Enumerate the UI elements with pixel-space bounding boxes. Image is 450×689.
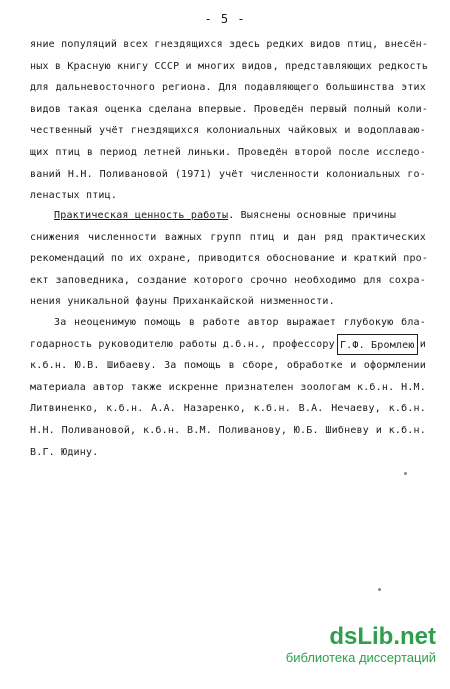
- text-line: материала автор также искренне признателен зоологам к.б.н. Н.М.: [30, 381, 426, 393]
- paragraph-results: [30, 34, 429, 207]
- text-line: [30, 334, 426, 356]
- page-number: - 5 -: [204, 12, 246, 26]
- paragraph-acknowledgements: [30, 312, 426, 463]
- text-line: ных в Красную книгу СССР и многих видов, представляющих редкость: [30, 60, 429, 72]
- text-line: видов такая оценка сделана впервые. Проведён первый полный коли-: [30, 103, 429, 115]
- text-line: За неоценимую помощь в работе автор выражает глубокую бла-: [54, 317, 426, 328]
- scan-speck: [404, 472, 407, 475]
- text-line: ект заповедника, создание которого срочно необходимо для сохра-: [30, 274, 426, 286]
- text-line: Н.Н. Поливановой, к.б.н. В.М. Поливанову, Ю.Б. Шибневу и к.б.н.: [30, 424, 426, 436]
- text-line: ленастых птиц.: [30, 190, 118, 202]
- text-line: В.Г. Юдину.: [30, 446, 99, 458]
- watermark-logo-main: dsLib: [329, 623, 394, 650]
- text-line: ваний Н.Н. Поливановой (1971) учёт численности колониальных го-: [30, 168, 426, 180]
- text-fragment: и: [419, 338, 426, 350]
- text-line: чественный учёт гнездящихся колониальных чайковых и водоплаваю-: [30, 125, 426, 137]
- text-line: рекомендаций по их охране, приводится обоснование и краткий про-: [30, 253, 429, 265]
- section-heading: Практическая ценность работы: [54, 210, 229, 221]
- watermark-subtitle: библиотека диссертаций: [285, 650, 436, 665]
- text-line: щих птиц в период летней линьки. Проведён второй после исследо-: [30, 146, 426, 158]
- scan-speck: [378, 588, 381, 591]
- watermark: [286, 624, 436, 665]
- watermark-logo: [286, 624, 436, 650]
- text-fragment: годарность руководителю работы д.б.н., профессору: [30, 338, 335, 350]
- watermark-logo-tld: .net: [393, 623, 436, 650]
- text-line: нения уникальной фауны Приханкайской низменности.: [30, 296, 335, 308]
- text-line: яние популяций всех гнездящихся здесь редких видов птиц, внесён-: [30, 39, 429, 50]
- text-line: Литвиненко, к.б.н. А.А. Назаренко, к.б.н. В.А. Нечаеву, к.б.н.: [30, 403, 426, 415]
- paragraph-practical-value: [30, 205, 429, 313]
- text-fragment: . Выяснены основные причины: [228, 210, 397, 221]
- text-line: снижения численности важных групп птиц и дан ряд практических: [30, 231, 426, 243]
- text-line: [30, 205, 426, 227]
- text-line: к.б.н. Ю.В. Шибаеву. За помощь в сборе, обработке и оформлении: [30, 360, 426, 372]
- text-line: для дальневосточного региона. Для подавляющего большинства этих: [30, 82, 426, 94]
- boxed-name: Г.Ф. Бромлею: [337, 334, 418, 356]
